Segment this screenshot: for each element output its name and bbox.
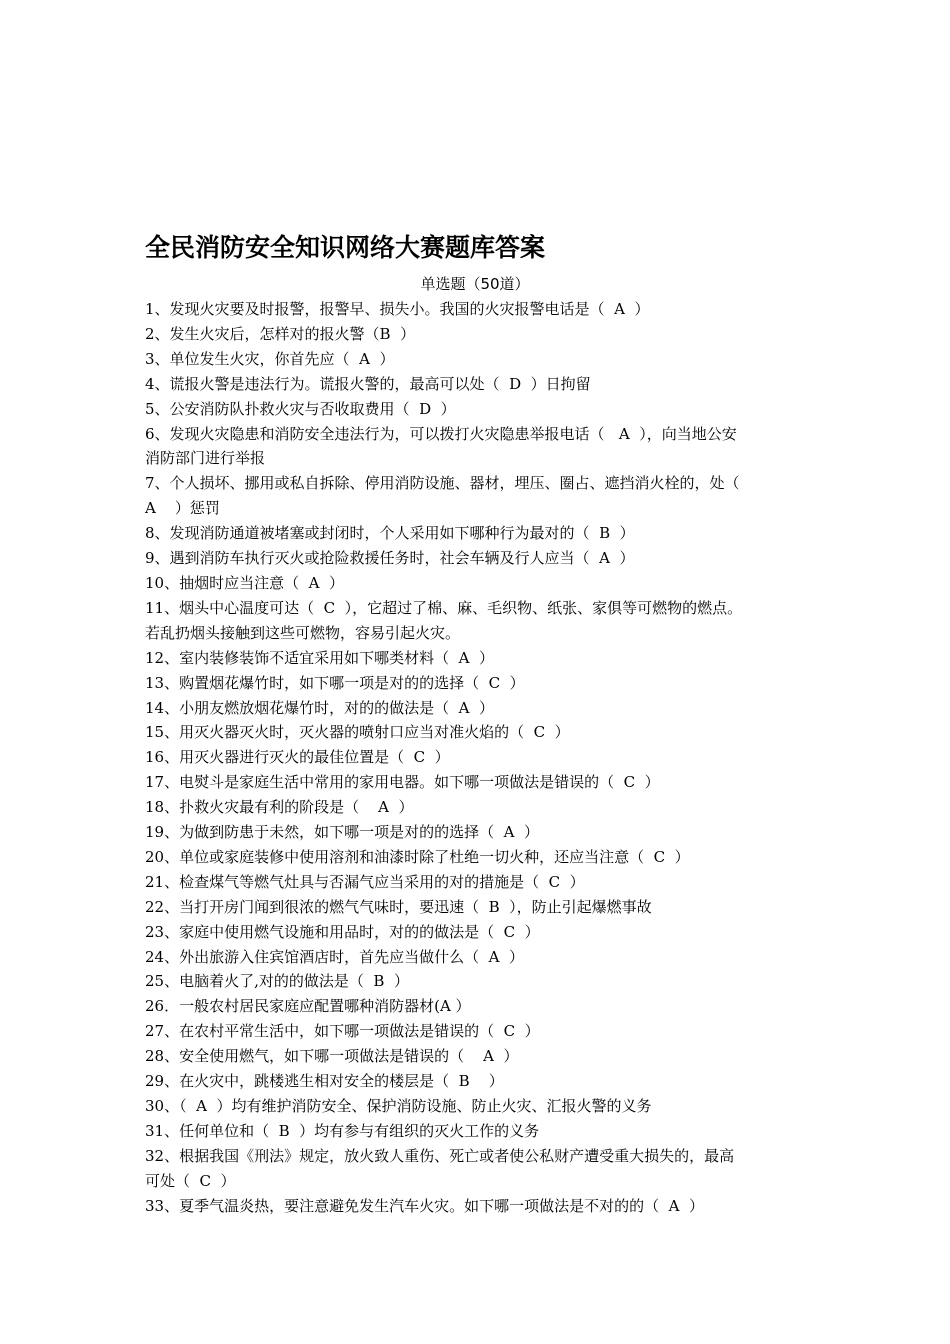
question-line: 9、遇到消防车执行灭火或抢险救援任务时，社会车辆及行人应当（ A ） [145,549,635,568]
question-line: 26．一般农村居民家庭应配置哪种消防器材(A ） [145,997,471,1016]
question-line: 22、当打开房门闻到很浓的燃气气味时，要迅速（ B ），防止引起爆燃事故 [145,897,652,916]
section-heading: 单选题（50道） [420,275,530,293]
question-line: 21、检查煤气等燃气灶具与否漏气应当采用的对的措施是（ C ） [145,872,585,891]
question-line: 若乱扔烟头接触到这些可燃物，容易引起火灾。 [145,623,461,642]
question-line: 17、电熨斗是家庭生活中常用的家用电器。如下哪一项做法是错误的（ C ） [145,773,660,792]
question-line: 30、（ A ）均有维护消防安全、保护消防设施、防止火灾、汇报火警的义务 [145,1097,652,1115]
question-line: 32、根据我国《刑法》规定，放火致人重伤、死亡或者使公私财产遭受重大损失的，最高 [145,1146,735,1165]
question-line: A ）惩罚 [145,499,220,518]
question-line: 28、安全使用燃气，如下哪一项做法是错误的（ A ） [145,1047,519,1066]
question-line: 2、发生火灾后，怎样对的报火警（B ） [145,324,416,343]
question-line: 31、任何单位和（ B ）均有参与有组织的灭火工作的义务 [145,1121,540,1140]
question-line: 10、抽烟时应当注意（ A ） [145,573,344,592]
question-line: 消防部门进行举报 [145,449,266,468]
question-line: 16、用灭火器进行灭火的最佳位置是（ C ） [145,748,450,767]
question-line: 7、个人损坏、挪用或私自拆除、停用消防设施、器材，埋压、圈占、遮挡消火栓的，处（ [145,474,740,493]
question-line: 12、室内装修装饰不适宜采用如下哪类材料（ A ） [145,648,494,667]
question-line: 15、用灭火器灭火时，灭火器的喷射口应当对准火焰的（ C ） [145,723,570,742]
question-line: 5、公安消防队扑救火灾与否收取费用（ D ） [145,399,456,418]
question-line: 19、为做到防患于未然，如下哪一项是对的的选择（ A ） [145,823,539,842]
document-title: 全民消防安全知识网络大赛题库答案 [145,233,546,262]
question-line: 6、发现火灾隐患和消防安全违法行为，可以拨打火灾隐患举报电话（ A ），向当地公安 [145,424,737,443]
question-line: 13、购置烟花爆竹时，如下哪一项是对的的选择（ C ） [145,673,525,692]
question-line: 23、家庭中使用燃气设施和用品时，对的的做法是（ C ） [145,922,540,941]
question-line: 8、发现消防通道被堵塞或封闭时，个人采用如下哪种行为最对的（ B ） [145,524,635,543]
question-line: 33、夏季气温炎热，要注意避免发生汽车火灾。如下哪一项做法是不对的的（ A ） [145,1196,704,1215]
question-line: 1、发现火灾要及时报警，报警早、损失小。我国的火灾报警电话是（ A ） [145,300,650,318]
question-line: 3、单位发生火灾，你首先应（ A ） [145,349,395,368]
question-line: 29、在火灾中，跳楼逃生相对安全的楼层是（ B ） [145,1072,504,1091]
question-line: 可处（ C ） [145,1171,236,1190]
question-line: 27、在农村平常生活中，如下哪一项做法是错误的（ C ） [145,1022,540,1041]
question-line: 18、扑救火灾最有利的阶段是（ A ） [145,798,414,817]
question-list [145,297,820,1219]
question-line: 4、谎报火警是违法行为。谎报火警的，最高可以处（ D ）日拘留 [145,374,591,393]
question-line: 14、小朋友燃放烟花爆竹时，对的的做法是（ A ） [145,698,494,717]
question-line: 25、电脑着火了,对的的做法是（ B ） [145,972,409,991]
question-line: 24、外出旅游入住宾馆酒店时，首先应当做什么（ A ） [145,947,524,966]
question-line: 11、烟头中心温度可达（ C ），它超过了棉、麻、毛织物、纸张、家俱等可燃物的燃点。 [145,598,743,617]
question-line: 20、单位或家庭装修中使用溶剂和油漆时除了杜绝一切火种，还应当注意（ C ） [145,847,690,866]
